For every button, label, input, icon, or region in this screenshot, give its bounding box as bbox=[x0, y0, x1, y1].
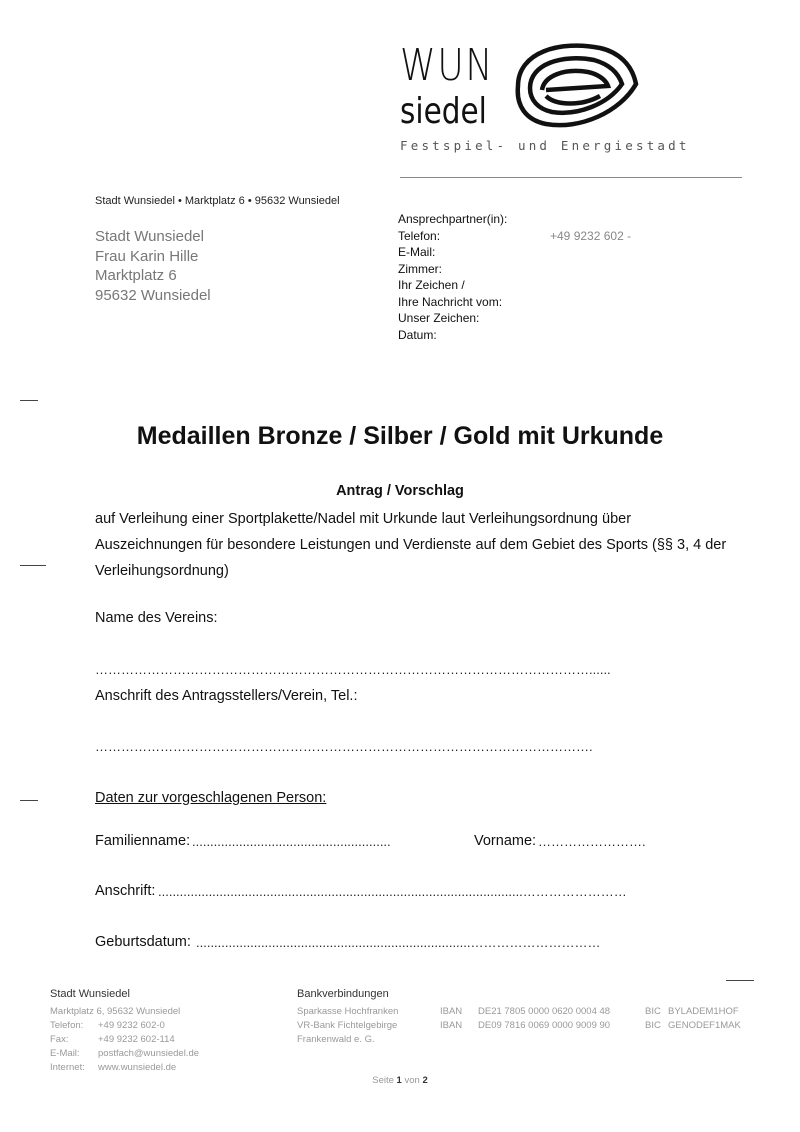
contact-label: Ihre Nachricht vom: bbox=[398, 294, 503, 309]
footer-org-label: Marktplatz 6, 95632 Wunsiedel bbox=[50, 1006, 181, 1017]
person-address-label: Anschrift: bbox=[95, 883, 156, 899]
page-mid: von bbox=[404, 1075, 420, 1086]
footer-org-row bbox=[50, 1019, 290, 1033]
contact-row bbox=[398, 294, 507, 311]
footer-org-value: +49 9232 602-0 bbox=[98, 1020, 165, 1031]
bank-row bbox=[297, 1033, 757, 1047]
footer-org-row bbox=[50, 1061, 290, 1075]
recipient-line: Marktplatz 6 bbox=[95, 267, 177, 284]
fold-mark bbox=[20, 800, 38, 801]
bank-name: Sparkasse Hochfranken bbox=[297, 1006, 399, 1017]
page-total: 2 bbox=[422, 1075, 428, 1086]
recipient-line: Frau Karin Hille bbox=[95, 247, 199, 265]
contact-row bbox=[398, 327, 507, 344]
footer-org-details bbox=[50, 1005, 290, 1075]
document-title: Medaillen Bronze / Silber / Gold mit Urkunde bbox=[136, 422, 664, 450]
surname-field[interactable]: ....................................................... bbox=[192, 834, 391, 849]
bank-name: Frankenwald e. G. bbox=[297, 1034, 375, 1045]
header-divider bbox=[400, 177, 742, 178]
footer-bank-heading: Bankverbindungen bbox=[297, 988, 389, 1000]
contact-row bbox=[398, 277, 507, 294]
footer-email-link[interactable]: postfach@wunsiedel.de bbox=[98, 1048, 200, 1059]
bic-value: GENODEF1MAK bbox=[668, 1020, 741, 1031]
contact-label: Unser Zeichen: bbox=[398, 311, 480, 325]
birthdate-label: Geburtsdatum: bbox=[95, 934, 191, 950]
page-prefix: Seite bbox=[372, 1075, 394, 1086]
contact-value: +49 9232 602 - bbox=[550, 228, 632, 243]
firstname-field[interactable]: ……………………. bbox=[538, 834, 646, 849]
page-number bbox=[0, 1075, 800, 1086]
page-current: 1 bbox=[396, 1075, 402, 1086]
contact-info-block bbox=[398, 211, 632, 343]
contact-row bbox=[398, 310, 507, 327]
footer-org-name: Stadt Wunsiedel bbox=[50, 988, 130, 1000]
bic-label: BIC bbox=[645, 1006, 661, 1017]
club-name-label: Name des Vereins: bbox=[95, 610, 218, 626]
iban-value: DE21 7805 0000 0620 0004 48 bbox=[478, 1006, 611, 1017]
footer-org-label: Internet: bbox=[50, 1062, 85, 1073]
recipient-line: 95632 Wunsiedel bbox=[95, 286, 211, 304]
surname-label: Familienname: bbox=[95, 833, 191, 849]
firstname-label: Vorname: bbox=[474, 833, 537, 849]
footer-website-link[interactable]: www.wunsiedel.de bbox=[98, 1062, 177, 1073]
logo-wordmark-line2: siedel bbox=[400, 91, 487, 132]
footer-org-row bbox=[50, 1033, 290, 1047]
footer-org-label: E-Mail: bbox=[50, 1048, 80, 1059]
contact-label: Datum: bbox=[398, 327, 437, 342]
document-subtitle: Antrag / Vorschlag bbox=[336, 483, 464, 499]
recipient-line: Stadt Wunsiedel bbox=[95, 228, 204, 245]
footer-org-row bbox=[50, 1047, 290, 1061]
contact-row bbox=[398, 228, 632, 245]
contact-label: Telefon: bbox=[398, 228, 441, 243]
footer-org-label: Telefon: bbox=[50, 1020, 84, 1031]
contact-row bbox=[398, 244, 507, 261]
contact-label: E-Mail: bbox=[398, 245, 436, 259]
leaf-logo-icon bbox=[500, 34, 640, 134]
contact-label: Ansprechpartner(in): bbox=[398, 212, 508, 226]
intro-paragraph: auf Verleihung einer Sportplakette/Nadel mit Urkunde laut Verleihungsordnung über Auszeichnungen für besondere Leistungen und Verdienste auf dem Gebiet des Sports (§§ 3, 4 der Verleihungsordnung) bbox=[95, 511, 727, 579]
club-name-field[interactable]: ……………………………………………………………………………………………………...... bbox=[95, 662, 611, 677]
applicant-address-field[interactable]: ……………………………………………………………………………………………………. bbox=[95, 739, 593, 754]
bank-name: VR-Bank Fichtelgebirge bbox=[297, 1020, 398, 1031]
fold-mark bbox=[20, 400, 38, 401]
footer-org-value: +49 9232 602-114 bbox=[98, 1034, 175, 1045]
recipient-address bbox=[95, 227, 211, 305]
birthdate-field[interactable]: ............................................................................………………………… bbox=[196, 935, 601, 950]
fold-mark bbox=[726, 980, 754, 981]
contact-label: Zimmer: bbox=[398, 261, 442, 276]
person-data-heading: Daten zur vorgeschlagenen Person: bbox=[95, 790, 327, 806]
bic-value: BYLADEM1HOF bbox=[668, 1006, 739, 1017]
footer-org-label: Fax: bbox=[50, 1034, 69, 1045]
contact-row bbox=[398, 211, 507, 228]
punch-mark bbox=[20, 565, 46, 566]
iban-value: DE09 7816 0069 0000 9009 90 bbox=[478, 1020, 611, 1031]
iban-label: IBAN bbox=[440, 1020, 463, 1031]
logo-wordmark-line1: WUN bbox=[400, 40, 494, 91]
person-address-field[interactable]: .....................................................................................................…………………… bbox=[158, 884, 627, 899]
bic-label: BIC bbox=[645, 1020, 661, 1031]
applicant-address-label: Anschrift des Antragsstellers/Verein, Tel.: bbox=[95, 688, 358, 704]
footer-org-row bbox=[50, 1005, 290, 1019]
bank-row bbox=[297, 1019, 757, 1033]
logo-tagline: Festspiel- und Energiestadt bbox=[400, 138, 690, 153]
bank-row bbox=[297, 1005, 757, 1019]
sender-address-line: Stadt Wunsiedel • Marktplatz 6 • 95632 Wunsiedel bbox=[95, 195, 340, 207]
footer-bank-details bbox=[297, 1005, 757, 1047]
contact-label: Ihr Zeichen / bbox=[398, 278, 465, 292]
iban-label: IBAN bbox=[440, 1006, 463, 1017]
contact-row bbox=[398, 261, 507, 278]
